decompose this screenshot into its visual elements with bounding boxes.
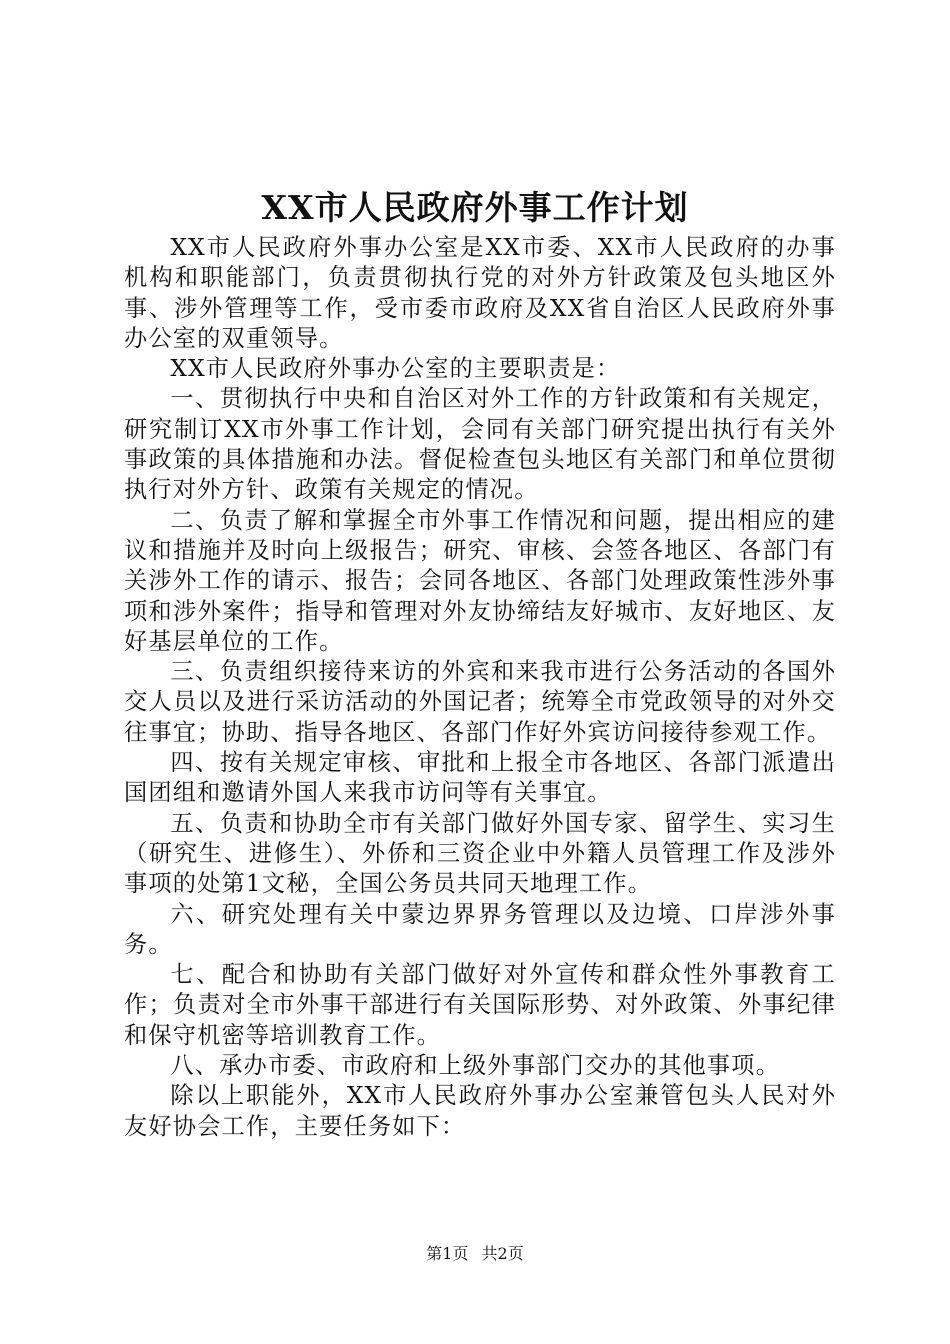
paragraph-duty-8: 八、承办市委、市政府和上级外事部门交办的其他事项。: [170, 1052, 781, 1080]
page-number: 第1页: [426, 1244, 469, 1263]
document-body: [124, 233, 836, 1142]
paragraph-duties-heading: XX市人民政府外事办公室的主要职责是：: [170, 355, 621, 383]
document-title: XX市人民政府外事工作计划: [261, 188, 689, 227]
page-footer: [0, 1243, 950, 1265]
paragraph-duty-4: 四、按有关规定审核、审批和上报全市各地区、各部门派遣出国团组和邀请外国人来我市访问等有关事宜。: [124, 749, 836, 807]
paragraph-intro: XX市人民政府外事办公室是XX市委、XX市人民政府的办事机构和职能部门，负责贯彻执行党的对外方针政策及包头地区外事、涉外管理等工作，受市委市政府及XX省自治区人民政府外事办公室的双重领导。: [124, 234, 836, 352]
paragraph-duty-5: 五、负责和协助全市有关部门做好外国专家、留学生、实习生（研究生、进修生）、外侨和三资企业中外籍人员管理工作及涉外事项的处第1文秘，全国公务员共同天地理工作。: [124, 809, 836, 898]
paragraph-duty-7: 七、配合和协助有关部门做好对外宣传和群众性外事教育工作；负责对全市外事干部进行有关国际形势、对外政策、外事纪律和保守机密等培训教育工作。: [124, 961, 836, 1049]
paragraph-duty-3: 三、负责组织接待来访的外宾和来我市进行公务活动的各国外交人员以及进行采访活动的外国记者；统筹全市党政领导的对外交往事宜；协助、指导各地区、各部门作好外宾访问接待参观工作。: [124, 658, 836, 746]
paragraph-duty-1: 一、贯彻执行中央和自治区对外工作的方针政策和有关规定，研究制订XX市外事工作计划，会同有关部门研究提出执行有关外事政策的具体措施和办法。督促检查包头地区有关部门和单位贯彻执行对外方针、政策有关规定的情况。: [124, 385, 836, 504]
page-total: 共2页: [481, 1244, 524, 1263]
paragraph-duty-6: 六、研究处理有关中蒙边界界务管理以及边境、口岸涉外事务。: [124, 900, 836, 958]
paragraph-additional: 除以上职能外，XX市人民政府外事办公室兼管包头人民对外友好协会工作，主要任务如下：: [124, 1082, 836, 1140]
paragraph-duty-2: 二、负责了解和掌握全市外事工作情况和问题，提出相应的建议和措施并及时向上级报告；研究、审核、会签各地区、各部门有关涉外工作的请示、报告；会同各地区、各部门处理政策性涉外事项和涉外案件；指导和管理对外友协缔结友好城市、友好地区、友好基层单位的工作。: [124, 506, 836, 655]
